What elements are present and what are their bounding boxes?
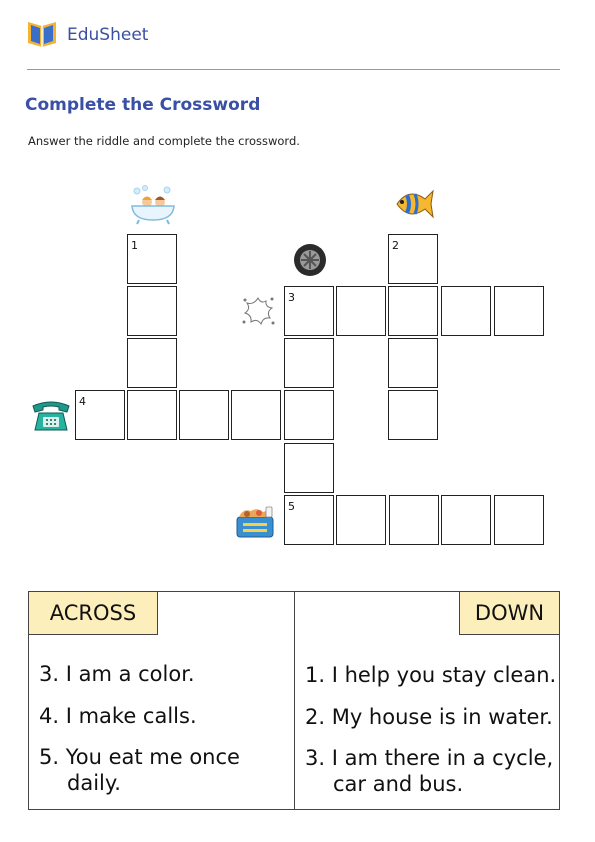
fish-icon: [393, 185, 435, 223]
across-header: ACROSS: [29, 592, 158, 635]
crossword-cell[interactable]: [284, 495, 334, 545]
crossword-cell[interactable]: [336, 495, 386, 545]
header-divider: [27, 69, 560, 70]
clue-number: 3: [288, 291, 295, 304]
crossword-cell[interactable]: [388, 286, 438, 336]
crossword-cell[interactable]: [494, 495, 544, 545]
down-header: DOWN: [459, 592, 559, 635]
down-clue-1: 1. I help you stay clean.: [305, 663, 557, 687]
crossword-cell[interactable]: [127, 338, 177, 388]
telephone-icon: [29, 398, 73, 434]
crossword-cell[interactable]: [127, 234, 177, 284]
crossword-cell[interactable]: [127, 390, 177, 440]
crossword-cell[interactable]: [389, 495, 439, 545]
down-clue-2: 2. My house is in water.: [305, 705, 553, 729]
brand: [27, 20, 148, 50]
bathtub-icon: [129, 184, 177, 226]
crossword-cell[interactable]: [284, 338, 334, 388]
clue-number: 5: [288, 500, 295, 513]
crossword-cell[interactable]: [284, 286, 334, 336]
down-clue-3: 3. I am there in a cycle, car and bus.: [305, 746, 554, 796]
crossword-cell[interactable]: [127, 286, 177, 336]
crossword-cell[interactable]: [494, 286, 544, 336]
open-book-icon: [27, 20, 57, 50]
across-clue-5: 5. You eat me once daily.: [39, 745, 240, 795]
splash-icon: [239, 292, 277, 332]
brand-name: EduSheet: [67, 25, 149, 45]
clue-number: 2: [392, 239, 399, 252]
crossword-cell[interactable]: [388, 390, 438, 440]
lunchbox-icon: [233, 503, 277, 541]
crossword-cell[interactable]: [75, 390, 125, 440]
crossword-cell[interactable]: [284, 390, 334, 440]
clues-box: [28, 591, 560, 810]
clues-divider: [294, 592, 295, 809]
tyre-icon: [293, 243, 327, 277]
crossword-cell[interactable]: [441, 286, 491, 336]
clue-number: 1: [131, 239, 138, 252]
crossword-cell[interactable]: [179, 390, 229, 440]
across-clue-3: 3. I am a color.: [39, 662, 195, 686]
crossword-cell[interactable]: [441, 495, 491, 545]
crossword-cell[interactable]: [231, 390, 281, 440]
page-title: Complete the Crossword: [25, 95, 261, 115]
crossword-cell[interactable]: [388, 338, 438, 388]
crossword-cell[interactable]: [284, 443, 334, 493]
crossword-cell[interactable]: [336, 286, 386, 336]
clue-number: 4: [79, 395, 86, 408]
crossword-cell[interactable]: [388, 234, 438, 284]
instructions: Answer the riddle and complete the crossword.: [28, 134, 300, 148]
across-clue-4: 4. I make calls.: [39, 704, 197, 728]
